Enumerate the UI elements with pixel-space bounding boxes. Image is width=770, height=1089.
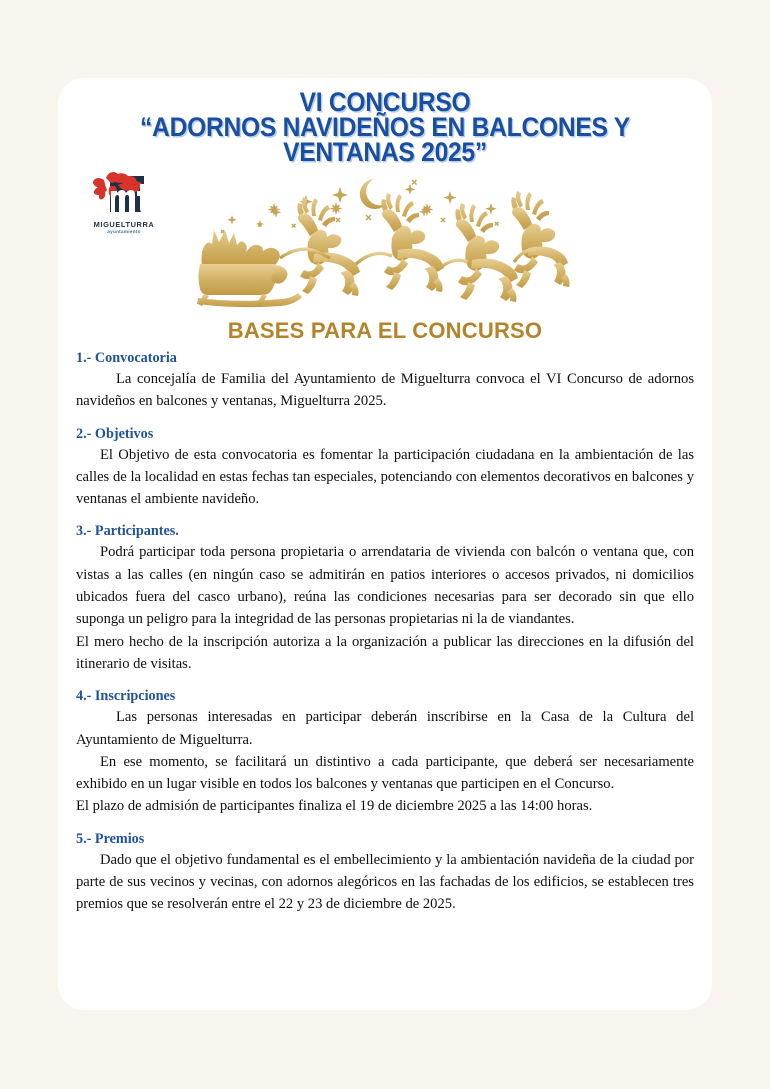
section-heading-3: 3.- Participantes. (76, 523, 179, 540)
section-heading-2: 2.- Objetivos (76, 425, 154, 442)
poster-card (58, 78, 712, 1010)
bases-section-title: BASES PARA EL CONCURSO (227, 318, 543, 343)
section-4-paragraph-3: El plazo de admisión de participantes finaliza el 19 de diciembre 2025 a las 14:00 horas. (76, 798, 593, 815)
section-inscripciones (76, 688, 694, 817)
title-line-2: “ADORNOS NAVIDEÑOS EN BALCONES Y (140, 112, 630, 142)
logo-town-name: MIGUELTURRA (93, 220, 155, 229)
sleigh-icon (197, 230, 302, 307)
reindeer-4-icon (511, 191, 569, 288)
title-line-1: VI CONCURSO (299, 87, 471, 117)
section-premios (76, 831, 694, 916)
logo-mark-icon (84, 172, 164, 220)
logo-subtitle: ayuntamiento (107, 229, 141, 234)
section-2-paragraph-1: El Objetivo de esta convocatoria es fomentar la participación ciudadana en la ambientación de las calles de la localidad en estas fechas tan especiales, potenciando con elementos decorativos en balcones y ventanas el ambiente navideño. (76, 446, 694, 508)
section-heading-5: 5.- Premios (76, 830, 145, 847)
section-heading-1: 1.- Convocatoria (76, 350, 177, 366)
poster-body (76, 350, 694, 929)
section-participantes (76, 523, 694, 675)
title-line-3: VENTANAS 2025” (283, 137, 487, 167)
santa-sleigh-reindeer-illustration (188, 170, 578, 318)
section-objetivos (76, 426, 694, 511)
section-5-paragraph-1: Dado que el objetivo fundamental es el embellecimiento y la ambientación navideña de la ciudad por parte de sus vecinos y vecinas, con adornos alegóricos en las fachadas de los edificios, se establecen tres premios que se resolverán entre el 22 y 23 de diciembre de 2025. (76, 851, 694, 913)
poster-title (58, 87, 712, 167)
section-1-paragraph-1: La concejalía de Familia del Ayuntamiento de Miguelturra convoca el VI Concurso de adornos navideños en balcones y ventanas, Miguelturra 2025. (76, 371, 694, 410)
reindeer-1-icon (297, 197, 360, 296)
reindeer-2-icon (381, 193, 444, 292)
section-heading-4: 4.- Inscripciones (76, 688, 176, 705)
miguelturra-ayuntamiento-logo (84, 172, 164, 234)
section-4-paragraph-1: Las personas interesadas en participar deberán inscribirse en la Casa de la Cultura del Ayuntamiento de Miguelturra. (76, 709, 694, 748)
sleigh-scene-icon (188, 170, 578, 318)
section-3-paragraph-2: El mero hecho de la inscripción autoriza a la organización a publicar las direcciones en la difusión del itinerario de visitas. (76, 633, 694, 672)
section-4-paragraph-2: En ese momento, se facilitará un distintivo a cada participante, que deberá ser necesariamente exhibido en un lugar visible en todos los balcones y ventanas que participen en el Concurso. (76, 753, 694, 793)
reindeer-3-icon (455, 203, 518, 302)
section-3-paragraph-1: Podrá participar toda persona propietaria o arrendataria de vivienda con balcón o ventana que, con vistas a las calles (en ningún caso se admitirán en patios interiores o accesos privados, ni domicilios ubicados fuera del casco urbano), reúna las condiciones necesarias para ser decorado sin que ello suponga un peligro para la integridad de las personas propietarias ni la de viandantes. (76, 544, 694, 628)
section-convocatoria (76, 350, 694, 413)
